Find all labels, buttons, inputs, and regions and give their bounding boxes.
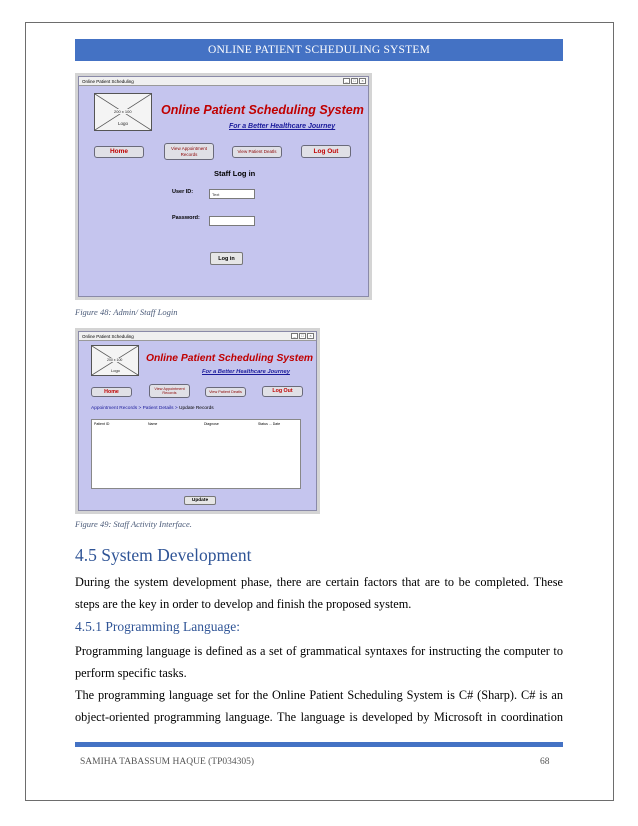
paragraph-line: perform specific tasks.	[75, 666, 187, 680]
section-heading: 4.5 System Development	[75, 545, 252, 565]
window-titlebar	[79, 332, 316, 341]
header-title: ONLINE PATIENT SCHEDULING SYSTEM	[207, 44, 431, 56]
update-button[interactable]: Update	[184, 496, 216, 505]
footer-rule	[75, 742, 563, 747]
breadcrumb-patient-details[interactable]: Patient Details	[142, 406, 174, 411]
login-button[interactable]: Log in	[210, 252, 243, 265]
figure-49-caption: Figure 49: Staff Activity Interface.	[75, 519, 192, 529]
subsection-heading: 4.5.1 Programming Language:	[75, 619, 240, 634]
column-header-name[interactable]: Name	[148, 422, 158, 426]
page-number: 68	[540, 757, 550, 767]
logo-label: Logo	[118, 121, 129, 126]
column-header-patient-id[interactable]: Patient ID	[94, 422, 110, 426]
logo-placeholder	[94, 93, 152, 131]
log-out-button[interactable]: Log Out	[301, 145, 351, 158]
paragraph-line: The programming language set for the Online Patient Scheduling System is C# (Sharp). C# is an	[75, 688, 563, 702]
close-icon[interactable]: ×	[307, 333, 314, 339]
maximize-icon[interactable]: □	[299, 333, 306, 339]
running-header	[75, 39, 563, 61]
user-id-label: User ID:	[172, 189, 194, 195]
app-title: Online Patient Scheduling System	[146, 353, 314, 364]
column-header-diagnose[interactable]: Diagnose	[204, 422, 219, 426]
app-title: Online Patient Scheduling System	[161, 103, 364, 117]
window-title: Online Patient Scheduling	[82, 334, 134, 339]
view-patient-details-button[interactable]: View Patient Deatls	[232, 146, 282, 158]
figure-48-login-mockup	[78, 76, 369, 297]
view-patient-details-button[interactable]: View Patient Deatls	[205, 387, 246, 397]
figure-48-caption: Figure 48: Admin/ Staff Login	[75, 307, 178, 317]
paragraph-line: steps are the key in order to develop and finish the proposed system.	[75, 597, 412, 611]
column-header-status-date[interactable]: Status ... Date	[258, 422, 281, 426]
minimize-icon[interactable]: _	[291, 333, 298, 339]
window-title: Online Patient Scheduling	[82, 79, 134, 84]
paragraph-line: Programming language is defined as a set of grammatical syntaxes for instructing the computer to	[75, 644, 563, 658]
minimize-icon[interactable]: _	[343, 78, 350, 84]
paragraph-line: object-oriented programming language. The language is developed by Microsoft in coordination	[75, 710, 563, 724]
home-button[interactable]: Home	[91, 387, 132, 397]
window-controls	[291, 333, 314, 339]
staff-login-heading: Staff Log in	[214, 169, 256, 178]
user-id-input[interactable]: Text	[209, 189, 255, 199]
logo-placeholder	[91, 345, 139, 376]
home-button[interactable]: Home	[94, 146, 144, 158]
figure-49-staff-activity-mockup	[78, 331, 317, 511]
password-label: Password:	[172, 215, 200, 221]
breadcrumb-update-records: Update Records	[179, 406, 214, 411]
logo-label: Logo	[111, 368, 120, 373]
breadcrumb-separator: >	[173, 406, 180, 411]
app-tagline: For a Better Healthcare Journey	[202, 369, 290, 375]
view-appointment-records-button[interactable]: View Appointment Records	[149, 384, 190, 398]
logo-size-label: 200 x 100	[107, 358, 123, 362]
close-icon[interactable]: ×	[359, 78, 366, 84]
app-tagline: For a Better Healthcare Journey	[229, 123, 336, 130]
view-appointment-records-button[interactable]: View Appointment Records	[164, 143, 214, 160]
breadcrumb	[91, 406, 214, 411]
footer-author: SAMIHA TABASSUM HAQUE (TP034305)	[80, 757, 255, 767]
password-input[interactable]	[209, 216, 255, 226]
logo-size-label: 200 x 100	[114, 109, 132, 114]
window-controls	[343, 78, 366, 84]
maximize-icon[interactable]: □	[351, 78, 358, 84]
window-titlebar	[79, 77, 368, 86]
paragraph-line: During the system development phase, there are certain factors that are to be completed. These	[75, 575, 563, 589]
breadcrumb-separator: >	[137, 406, 143, 411]
records-grid[interactable]	[91, 419, 301, 489]
log-out-button[interactable]: Log Out	[262, 386, 303, 397]
breadcrumb-appointment-records[interactable]: Appointment Records	[91, 406, 138, 411]
